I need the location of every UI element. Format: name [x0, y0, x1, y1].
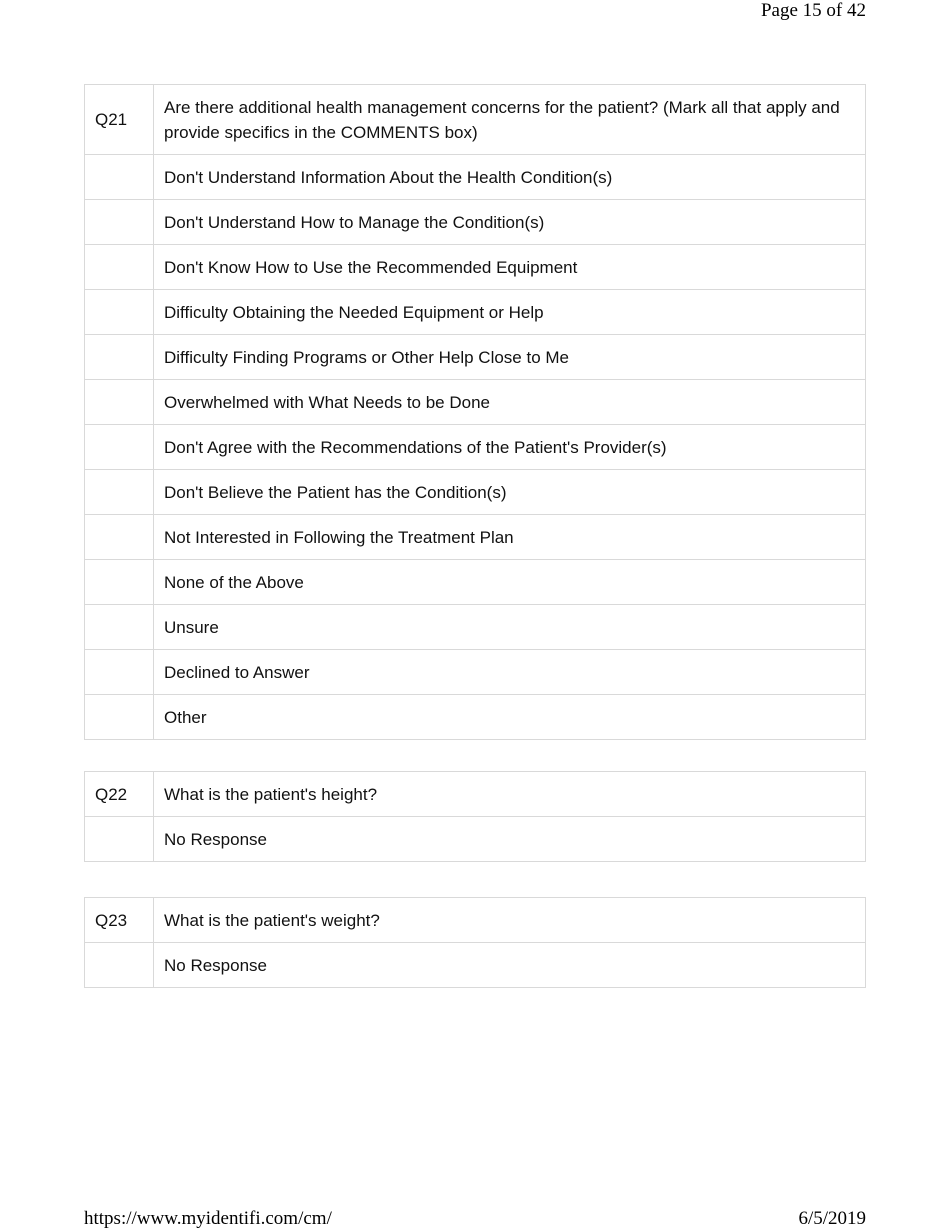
answer-marker — [85, 695, 154, 740]
answer-option: Don't Believe the Patient has the Condition(s) — [154, 470, 866, 515]
answer-option: Don't Know How to Use the Recommended Equipment — [154, 245, 866, 290]
footer-date: 6/5/2019 — [798, 1208, 866, 1229]
answer-option: Don't Agree with the Recommendations of the Patient's Provider(s) — [154, 425, 866, 470]
question-row — [85, 85, 866, 155]
answer-option: Difficulty Obtaining the Needed Equipment or Help — [154, 290, 866, 335]
answer-row — [85, 515, 866, 560]
answer-marker — [85, 817, 154, 862]
answer-marker — [85, 155, 154, 200]
answer-option: Not Interested in Following the Treatment Plan — [154, 515, 866, 560]
answer-row — [85, 245, 866, 290]
answer-marker — [85, 605, 154, 650]
answer-marker — [85, 200, 154, 245]
answer-option: Don't Understand How to Manage the Condition(s) — [154, 200, 866, 245]
page-number: Page 15 of 42 — [760, 0, 866, 21]
answer-option: Difficulty Finding Programs or Other Help Close to Me — [154, 335, 866, 380]
question-text: What is the patient's height? — [154, 772, 866, 817]
answer-row — [85, 425, 866, 470]
answer-option: No Response — [154, 817, 866, 862]
answer-marker — [85, 943, 154, 988]
answer-option: No Response — [154, 943, 866, 988]
answer-row — [85, 155, 866, 200]
answer-row — [85, 650, 866, 695]
answer-row — [85, 695, 866, 740]
question-id: Q22 — [85, 772, 154, 817]
question-table-q22 — [84, 771, 866, 862]
answer-option: Unsure — [154, 605, 866, 650]
question-row — [85, 898, 866, 943]
question-text: Are there additional health management concerns for the patient? (Mark all that apply and provide specifics in the COMMENTS box) — [154, 85, 866, 155]
question-table-q23 — [84, 897, 866, 988]
answer-marker — [85, 425, 154, 470]
answer-row — [85, 335, 866, 380]
answer-marker — [85, 515, 154, 560]
answer-option: Don't Understand Information About the Health Condition(s) — [154, 155, 866, 200]
answer-row — [85, 560, 866, 605]
answer-row — [85, 943, 866, 988]
answer-marker — [85, 245, 154, 290]
answer-option: Overwhelmed with What Needs to be Done — [154, 380, 866, 425]
answer-row — [85, 290, 866, 335]
question-row — [85, 772, 866, 817]
answer-marker — [85, 380, 154, 425]
answer-marker — [85, 470, 154, 515]
question-id: Q23 — [85, 898, 154, 943]
answer-row — [85, 605, 866, 650]
answer-marker — [85, 335, 154, 380]
question-id: Q21 — [85, 85, 154, 155]
footer-url: https://www.myidentifi.com/cm/ — [84, 1208, 332, 1229]
answer-row — [85, 470, 866, 515]
answer-marker — [85, 560, 154, 605]
answer-option: Other — [154, 695, 866, 740]
answer-marker — [85, 290, 154, 335]
answer-row — [85, 817, 866, 862]
answer-option: None of the Above — [154, 560, 866, 605]
question-table-q21 — [84, 84, 866, 740]
question-text: What is the patient's weight? — [154, 898, 866, 943]
answer-row — [85, 380, 866, 425]
answer-marker — [85, 650, 154, 695]
answer-row — [85, 200, 866, 245]
answer-option: Declined to Answer — [154, 650, 866, 695]
